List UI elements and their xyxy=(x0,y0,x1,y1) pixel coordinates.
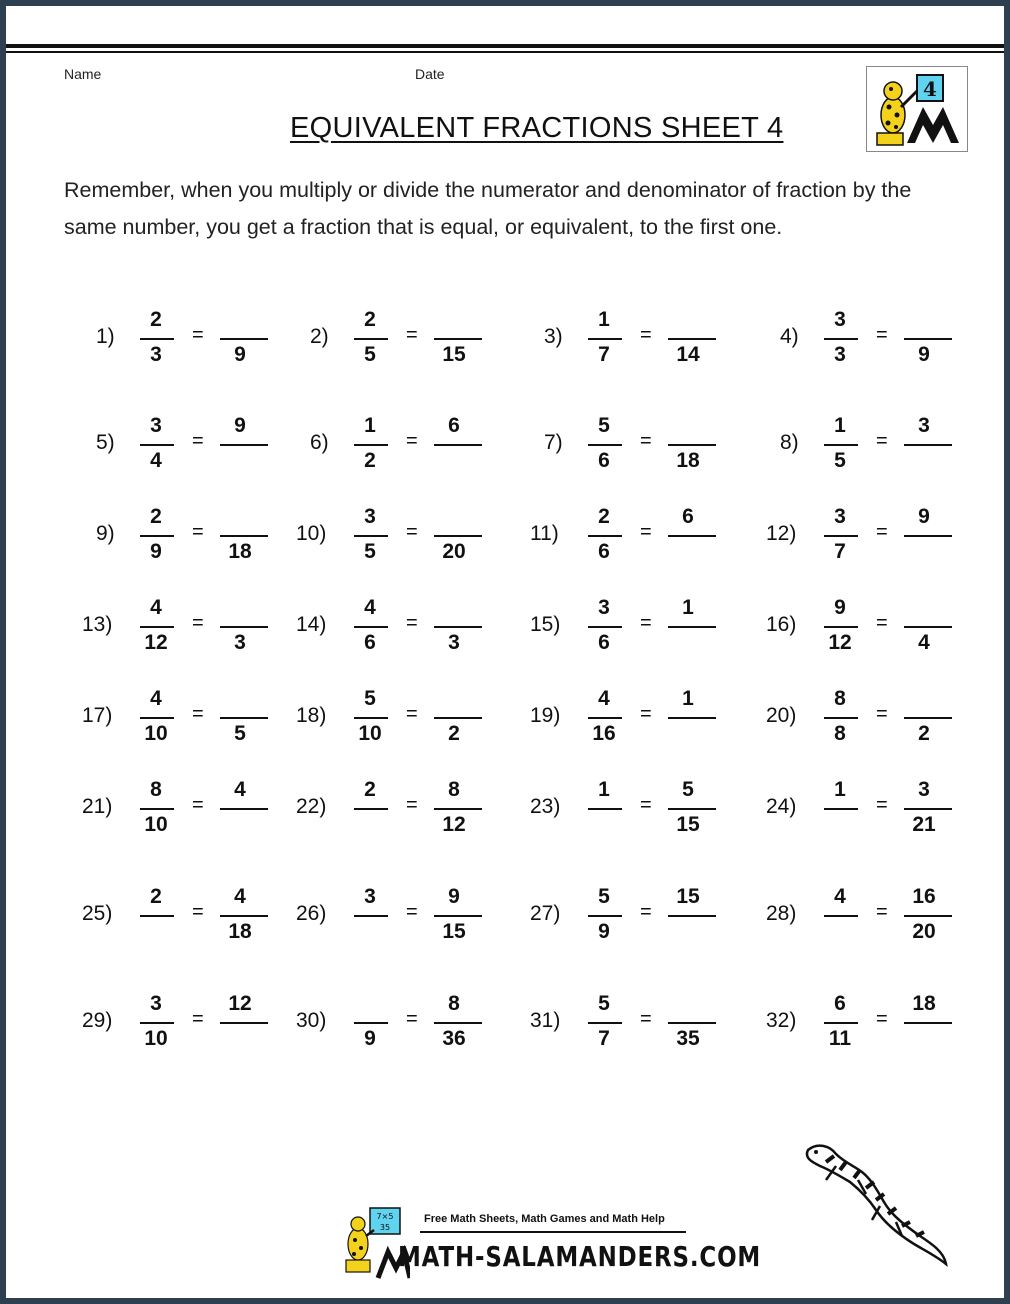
problem-number: 15) xyxy=(530,613,561,636)
footer-tagline: Free Math Sheets, Math Games and Math Help xyxy=(424,1213,665,1225)
fraction-1-bar xyxy=(354,717,388,719)
problem-6 xyxy=(296,412,526,482)
fraction-2-bar xyxy=(668,915,716,917)
fraction-2-numerator: 9 xyxy=(918,505,930,528)
fraction-2-numerator: 6 xyxy=(682,505,694,528)
fraction-1-denominator: 5 xyxy=(364,343,376,366)
fraction-1-bar xyxy=(824,1022,858,1024)
fraction-1-numerator: 2 xyxy=(598,505,610,528)
fraction-2-bar xyxy=(434,444,482,446)
fraction-2-denominator: 3 xyxy=(448,631,460,654)
problem-14 xyxy=(296,594,526,664)
fraction-2-denominator: 2 xyxy=(448,722,460,745)
problem-4 xyxy=(766,306,996,376)
salamander-illustration-icon xyxy=(796,1136,956,1276)
problem-30 xyxy=(296,990,526,1060)
fraction-1-bar xyxy=(588,626,622,628)
problem-3 xyxy=(530,306,760,376)
fraction-1-denominator: 6 xyxy=(364,631,376,654)
fraction-1-numerator: 9 xyxy=(834,596,846,619)
equals-sign: = xyxy=(640,703,652,725)
fraction-2-denominator: 18 xyxy=(676,449,700,472)
fraction-1-bar xyxy=(588,444,622,446)
equals-sign: = xyxy=(192,794,204,816)
problem-grid xyxy=(6,6,1004,1298)
fraction-1-numerator: 4 xyxy=(364,596,376,619)
problem-number: 12) xyxy=(766,522,797,545)
fraction-1-numerator: 8 xyxy=(150,778,162,801)
fraction-1-numerator: 5 xyxy=(598,992,610,1015)
equals-sign: = xyxy=(192,703,204,725)
fraction-1-denominator: 9 xyxy=(598,920,610,943)
fraction-2-bar xyxy=(668,535,716,537)
problem-number: 31) xyxy=(530,1009,561,1032)
equals-sign: = xyxy=(406,612,418,634)
fraction-1-bar xyxy=(140,626,174,628)
footer-site-name: MATH-SALAMANDERS.COM xyxy=(398,1240,762,1273)
fraction-2-denominator: 5 xyxy=(234,722,246,745)
problem-7 xyxy=(530,412,760,482)
fraction-2-numerator: 1 xyxy=(682,596,694,619)
fraction-2-bar xyxy=(904,626,952,628)
fraction-2-bar xyxy=(668,808,716,810)
equals-sign: = xyxy=(640,612,652,634)
fraction-1-bar xyxy=(140,915,174,917)
problem-number: 28) xyxy=(766,902,797,925)
problem-number: 20) xyxy=(766,704,797,727)
fraction-1-numerator: 8 xyxy=(834,687,846,710)
problem-13 xyxy=(82,594,312,664)
problem-21 xyxy=(82,776,312,846)
problem-number: 14) xyxy=(296,613,327,636)
fraction-1-bar xyxy=(824,915,858,917)
svg-text:35: 35 xyxy=(379,1223,391,1232)
fraction-1-numerator: 1 xyxy=(598,778,610,801)
fraction-1-bar xyxy=(824,535,858,537)
fraction-1-bar xyxy=(140,338,174,340)
problem-number: 29) xyxy=(82,1009,113,1032)
problem-8 xyxy=(766,412,996,482)
problem-number: 1) xyxy=(96,325,115,348)
problem-number: 5) xyxy=(96,431,115,454)
fraction-2-numerator: 16 xyxy=(912,885,936,908)
fraction-1-numerator: 1 xyxy=(598,308,610,331)
fraction-2-denominator: 4 xyxy=(918,631,930,654)
name-label: Name xyxy=(64,66,102,82)
equals-sign: = xyxy=(640,324,652,346)
problem-22 xyxy=(296,776,526,846)
equals-sign: = xyxy=(192,430,204,452)
problem-number: 21) xyxy=(82,795,113,818)
fraction-1-bar xyxy=(140,1022,174,1024)
fraction-2-bar xyxy=(434,1022,482,1024)
fraction-2-bar xyxy=(434,808,482,810)
problem-number: 22) xyxy=(296,795,327,818)
fraction-2-bar xyxy=(904,338,952,340)
problem-15 xyxy=(530,594,760,664)
problem-number: 3) xyxy=(544,325,563,348)
problem-number: 17) xyxy=(82,704,113,727)
fraction-1-denominator: 10 xyxy=(144,1027,168,1050)
fraction-2-numerator: 5 xyxy=(682,778,694,801)
fraction-1-numerator: 3 xyxy=(834,308,846,331)
fraction-2-numerator: 9 xyxy=(234,414,246,437)
problem-number: 27) xyxy=(530,902,561,925)
problem-17 xyxy=(82,685,312,755)
fraction-2-denominator: 18 xyxy=(228,920,252,943)
fraction-1-denominator: 6 xyxy=(598,540,610,563)
fraction-1-numerator: 1 xyxy=(834,414,846,437)
fraction-1-bar xyxy=(354,1022,388,1024)
fraction-2-numerator: 8 xyxy=(448,778,460,801)
fraction-1-denominator: 10 xyxy=(144,813,168,836)
fraction-2-denominator: 2 xyxy=(918,722,930,745)
page-title: EQUIVALENT FRACTIONS SHEET 4 xyxy=(290,112,784,144)
fraction-1-bar xyxy=(354,535,388,537)
fraction-2-denominator: 36 xyxy=(442,1027,466,1050)
fraction-1-numerator: 5 xyxy=(598,885,610,908)
equals-sign: = xyxy=(876,612,888,634)
fraction-2-bar xyxy=(220,717,268,719)
fraction-2-numerator: 4 xyxy=(234,885,246,908)
fraction-1-numerator: 3 xyxy=(598,596,610,619)
fraction-1-numerator: 2 xyxy=(150,885,162,908)
problem-number: 10) xyxy=(296,522,327,545)
fraction-2-bar xyxy=(434,717,482,719)
fraction-1-denominator: 16 xyxy=(592,722,616,745)
fraction-2-denominator: 15 xyxy=(676,813,700,836)
equals-sign: = xyxy=(876,521,888,543)
fraction-2-bar xyxy=(220,338,268,340)
fraction-2-numerator: 4 xyxy=(234,778,246,801)
problem-number: 4) xyxy=(780,325,799,348)
problem-number: 7) xyxy=(544,431,563,454)
fraction-2-bar xyxy=(904,717,952,719)
fraction-1-bar xyxy=(354,626,388,628)
fraction-1-denominator: 6 xyxy=(598,631,610,654)
fraction-2-numerator: 9 xyxy=(448,885,460,908)
fraction-1-denominator: 8 xyxy=(834,722,846,745)
fraction-1-numerator: 2 xyxy=(150,308,162,331)
fraction-1-bar xyxy=(140,444,174,446)
fraction-1-denominator: 4 xyxy=(150,449,162,472)
fraction-1-numerator: 3 xyxy=(834,505,846,528)
problem-9 xyxy=(82,503,312,573)
fraction-1-numerator: 4 xyxy=(150,596,162,619)
problem-12 xyxy=(766,503,996,573)
fraction-2-denominator: 3 xyxy=(234,631,246,654)
fraction-1-bar xyxy=(824,444,858,446)
equals-sign: = xyxy=(640,521,652,543)
fraction-1-denominator: 3 xyxy=(834,343,846,366)
fraction-1-numerator: 4 xyxy=(150,687,162,710)
fraction-1-bar xyxy=(824,717,858,719)
problem-31 xyxy=(530,990,760,1060)
fraction-1-numerator: 2 xyxy=(364,778,376,801)
worksheet-page xyxy=(6,6,1004,1298)
fraction-1-bar xyxy=(354,808,388,810)
equals-sign: = xyxy=(640,901,652,923)
fraction-1-numerator: 2 xyxy=(364,308,376,331)
fraction-2-denominator: 9 xyxy=(918,343,930,366)
problem-number: 16) xyxy=(766,613,797,636)
fraction-2-bar xyxy=(220,808,268,810)
fraction-1-numerator: 6 xyxy=(834,992,846,1015)
fraction-1-denominator: 2 xyxy=(364,449,376,472)
problem-number: 11) xyxy=(530,522,559,545)
logo-number: 4 xyxy=(923,77,937,101)
equals-sign: = xyxy=(876,430,888,452)
fraction-2-numerator: 8 xyxy=(448,992,460,1015)
fraction-2-bar xyxy=(434,626,482,628)
svg-text:7×5: 7×5 xyxy=(376,1212,394,1221)
fraction-1-bar xyxy=(354,915,388,917)
equals-sign: = xyxy=(640,794,652,816)
fraction-2-bar xyxy=(220,915,268,917)
fraction-2-bar xyxy=(220,626,268,628)
equals-sign: = xyxy=(406,1008,418,1030)
fraction-1-numerator: 3 xyxy=(364,505,376,528)
fraction-1-numerator: 4 xyxy=(834,885,846,908)
fraction-2-bar xyxy=(668,338,716,340)
fraction-1-numerator: 4 xyxy=(598,687,610,710)
fraction-2-bar xyxy=(434,535,482,537)
equals-sign: = xyxy=(192,901,204,923)
equals-sign: = xyxy=(406,521,418,543)
problem-number: 18) xyxy=(296,704,327,727)
fraction-2-denominator: 21 xyxy=(912,813,936,836)
fraction-2-denominator: 9 xyxy=(234,343,246,366)
fraction-2-bar xyxy=(434,338,482,340)
instructions-text: Remember, when you multiply or divide the numerator and denominator of fraction by the same number, you get a fraction that is equal, or equivalent, to the first one. xyxy=(64,178,912,239)
fraction-2-numerator: 15 xyxy=(676,885,700,908)
fraction-1-bar xyxy=(588,1022,622,1024)
fraction-2-bar xyxy=(220,444,268,446)
equals-sign: = xyxy=(406,703,418,725)
fraction-1-denominator: 3 xyxy=(150,343,162,366)
fraction-2-bar xyxy=(668,717,716,719)
fraction-2-denominator: 20 xyxy=(442,540,466,563)
problem-29 xyxy=(82,990,312,1060)
problem-20 xyxy=(766,685,996,755)
fraction-1-bar xyxy=(588,915,622,917)
fraction-1-numerator: 1 xyxy=(364,414,376,437)
fraction-1-denominator: 9 xyxy=(150,540,162,563)
fraction-1-denominator: 11 xyxy=(828,1027,852,1050)
fraction-2-bar xyxy=(668,1022,716,1024)
problem-number: 32) xyxy=(766,1009,797,1032)
problem-number: 13) xyxy=(82,613,113,636)
fraction-2-bar xyxy=(668,626,716,628)
fraction-1-denominator: 10 xyxy=(144,722,168,745)
problem-number: 19) xyxy=(530,704,561,727)
problem-24 xyxy=(766,776,996,846)
fraction-2-numerator: 12 xyxy=(228,992,252,1015)
equals-sign: = xyxy=(876,703,888,725)
fraction-1-bar xyxy=(588,717,622,719)
equals-sign: = xyxy=(876,794,888,816)
fraction-2-denominator: 12 xyxy=(442,813,466,836)
problem-number: 9) xyxy=(96,522,115,545)
equals-sign: = xyxy=(192,1008,204,1030)
fraction-1-denominator: 7 xyxy=(598,343,610,366)
equals-sign: = xyxy=(192,521,204,543)
equals-sign: = xyxy=(192,612,204,634)
fraction-1-denominator: 12 xyxy=(144,631,168,654)
problem-number: 6) xyxy=(310,431,329,454)
fraction-1-bar xyxy=(140,808,174,810)
fraction-1-numerator: 1 xyxy=(834,778,846,801)
fraction-2-bar xyxy=(904,535,952,537)
fraction-2-bar xyxy=(434,915,482,917)
fraction-1-bar xyxy=(824,338,858,340)
fraction-2-denominator: 15 xyxy=(442,920,466,943)
fraction-1-denominator: 7 xyxy=(598,1027,610,1050)
problem-18 xyxy=(296,685,526,755)
problem-number: 25) xyxy=(82,902,113,925)
problem-28 xyxy=(766,883,996,953)
fraction-1-numerator: 3 xyxy=(364,885,376,908)
equals-sign: = xyxy=(192,324,204,346)
fraction-2-numerator: 18 xyxy=(912,992,936,1015)
problem-11 xyxy=(530,503,760,573)
problem-26 xyxy=(296,883,526,953)
problem-number: 8) xyxy=(780,431,799,454)
problem-32 xyxy=(766,990,996,1060)
fraction-1-bar xyxy=(824,808,858,810)
fraction-2-bar xyxy=(904,1022,952,1024)
fraction-1-numerator: 5 xyxy=(364,687,376,710)
problem-number: 2) xyxy=(310,325,329,348)
problem-1 xyxy=(82,306,312,376)
fraction-1-bar xyxy=(140,717,174,719)
fraction-1-bar xyxy=(354,338,388,340)
fraction-2-numerator: 6 xyxy=(448,414,460,437)
fraction-1-numerator: 3 xyxy=(150,414,162,437)
equals-sign: = xyxy=(406,430,418,452)
fraction-1-bar xyxy=(588,338,622,340)
problem-5 xyxy=(82,412,312,482)
fraction-2-numerator: 1 xyxy=(682,687,694,710)
fraction-2-denominator: 20 xyxy=(912,920,936,943)
equals-sign: = xyxy=(876,1008,888,1030)
fraction-2-bar xyxy=(220,1022,268,1024)
problem-23 xyxy=(530,776,760,846)
equals-sign: = xyxy=(406,794,418,816)
problem-2 xyxy=(296,306,526,376)
fraction-1-denominator: 9 xyxy=(364,1027,376,1050)
fraction-1-bar xyxy=(140,535,174,537)
date-label: Date xyxy=(415,66,445,82)
problem-19 xyxy=(530,685,760,755)
fraction-1-bar xyxy=(588,535,622,537)
equals-sign: = xyxy=(406,901,418,923)
fraction-1-denominator: 5 xyxy=(364,540,376,563)
fraction-1-denominator: 6 xyxy=(598,449,610,472)
problem-25 xyxy=(82,883,312,953)
fraction-2-denominator: 15 xyxy=(442,343,466,366)
equals-sign: = xyxy=(640,430,652,452)
fraction-1-denominator: 7 xyxy=(834,540,846,563)
equals-sign: = xyxy=(406,324,418,346)
fraction-2-numerator: 3 xyxy=(918,778,930,801)
fraction-1-bar xyxy=(824,626,858,628)
problem-number: 23) xyxy=(530,795,561,818)
problem-16 xyxy=(766,594,996,664)
fraction-1-bar xyxy=(588,808,622,810)
fraction-1-numerator: 2 xyxy=(150,505,162,528)
fraction-1-denominator: 5 xyxy=(834,449,846,472)
fraction-2-bar xyxy=(668,444,716,446)
fraction-2-bar xyxy=(220,535,268,537)
problem-10 xyxy=(296,503,526,573)
fraction-2-bar xyxy=(904,444,952,446)
fraction-1-numerator: 3 xyxy=(150,992,162,1015)
fraction-2-bar xyxy=(904,915,952,917)
equals-sign: = xyxy=(640,1008,652,1030)
problem-number: 26) xyxy=(296,902,327,925)
fraction-1-numerator: 5 xyxy=(598,414,610,437)
problem-number: 30) xyxy=(296,1009,327,1032)
problem-number: 24) xyxy=(766,795,797,818)
fraction-1-denominator: 12 xyxy=(828,631,852,654)
fraction-2-denominator: 14 xyxy=(676,343,700,366)
fraction-2-numerator: 3 xyxy=(918,414,930,437)
footer-rule xyxy=(420,1231,686,1233)
equals-sign: = xyxy=(876,901,888,923)
fraction-1-bar xyxy=(354,444,388,446)
fraction-2-bar xyxy=(904,808,952,810)
fraction-1-denominator: 10 xyxy=(358,722,382,745)
problem-27 xyxy=(530,883,760,953)
fraction-2-denominator: 18 xyxy=(228,540,252,563)
fraction-2-denominator: 35 xyxy=(676,1027,700,1050)
equals-sign: = xyxy=(876,324,888,346)
